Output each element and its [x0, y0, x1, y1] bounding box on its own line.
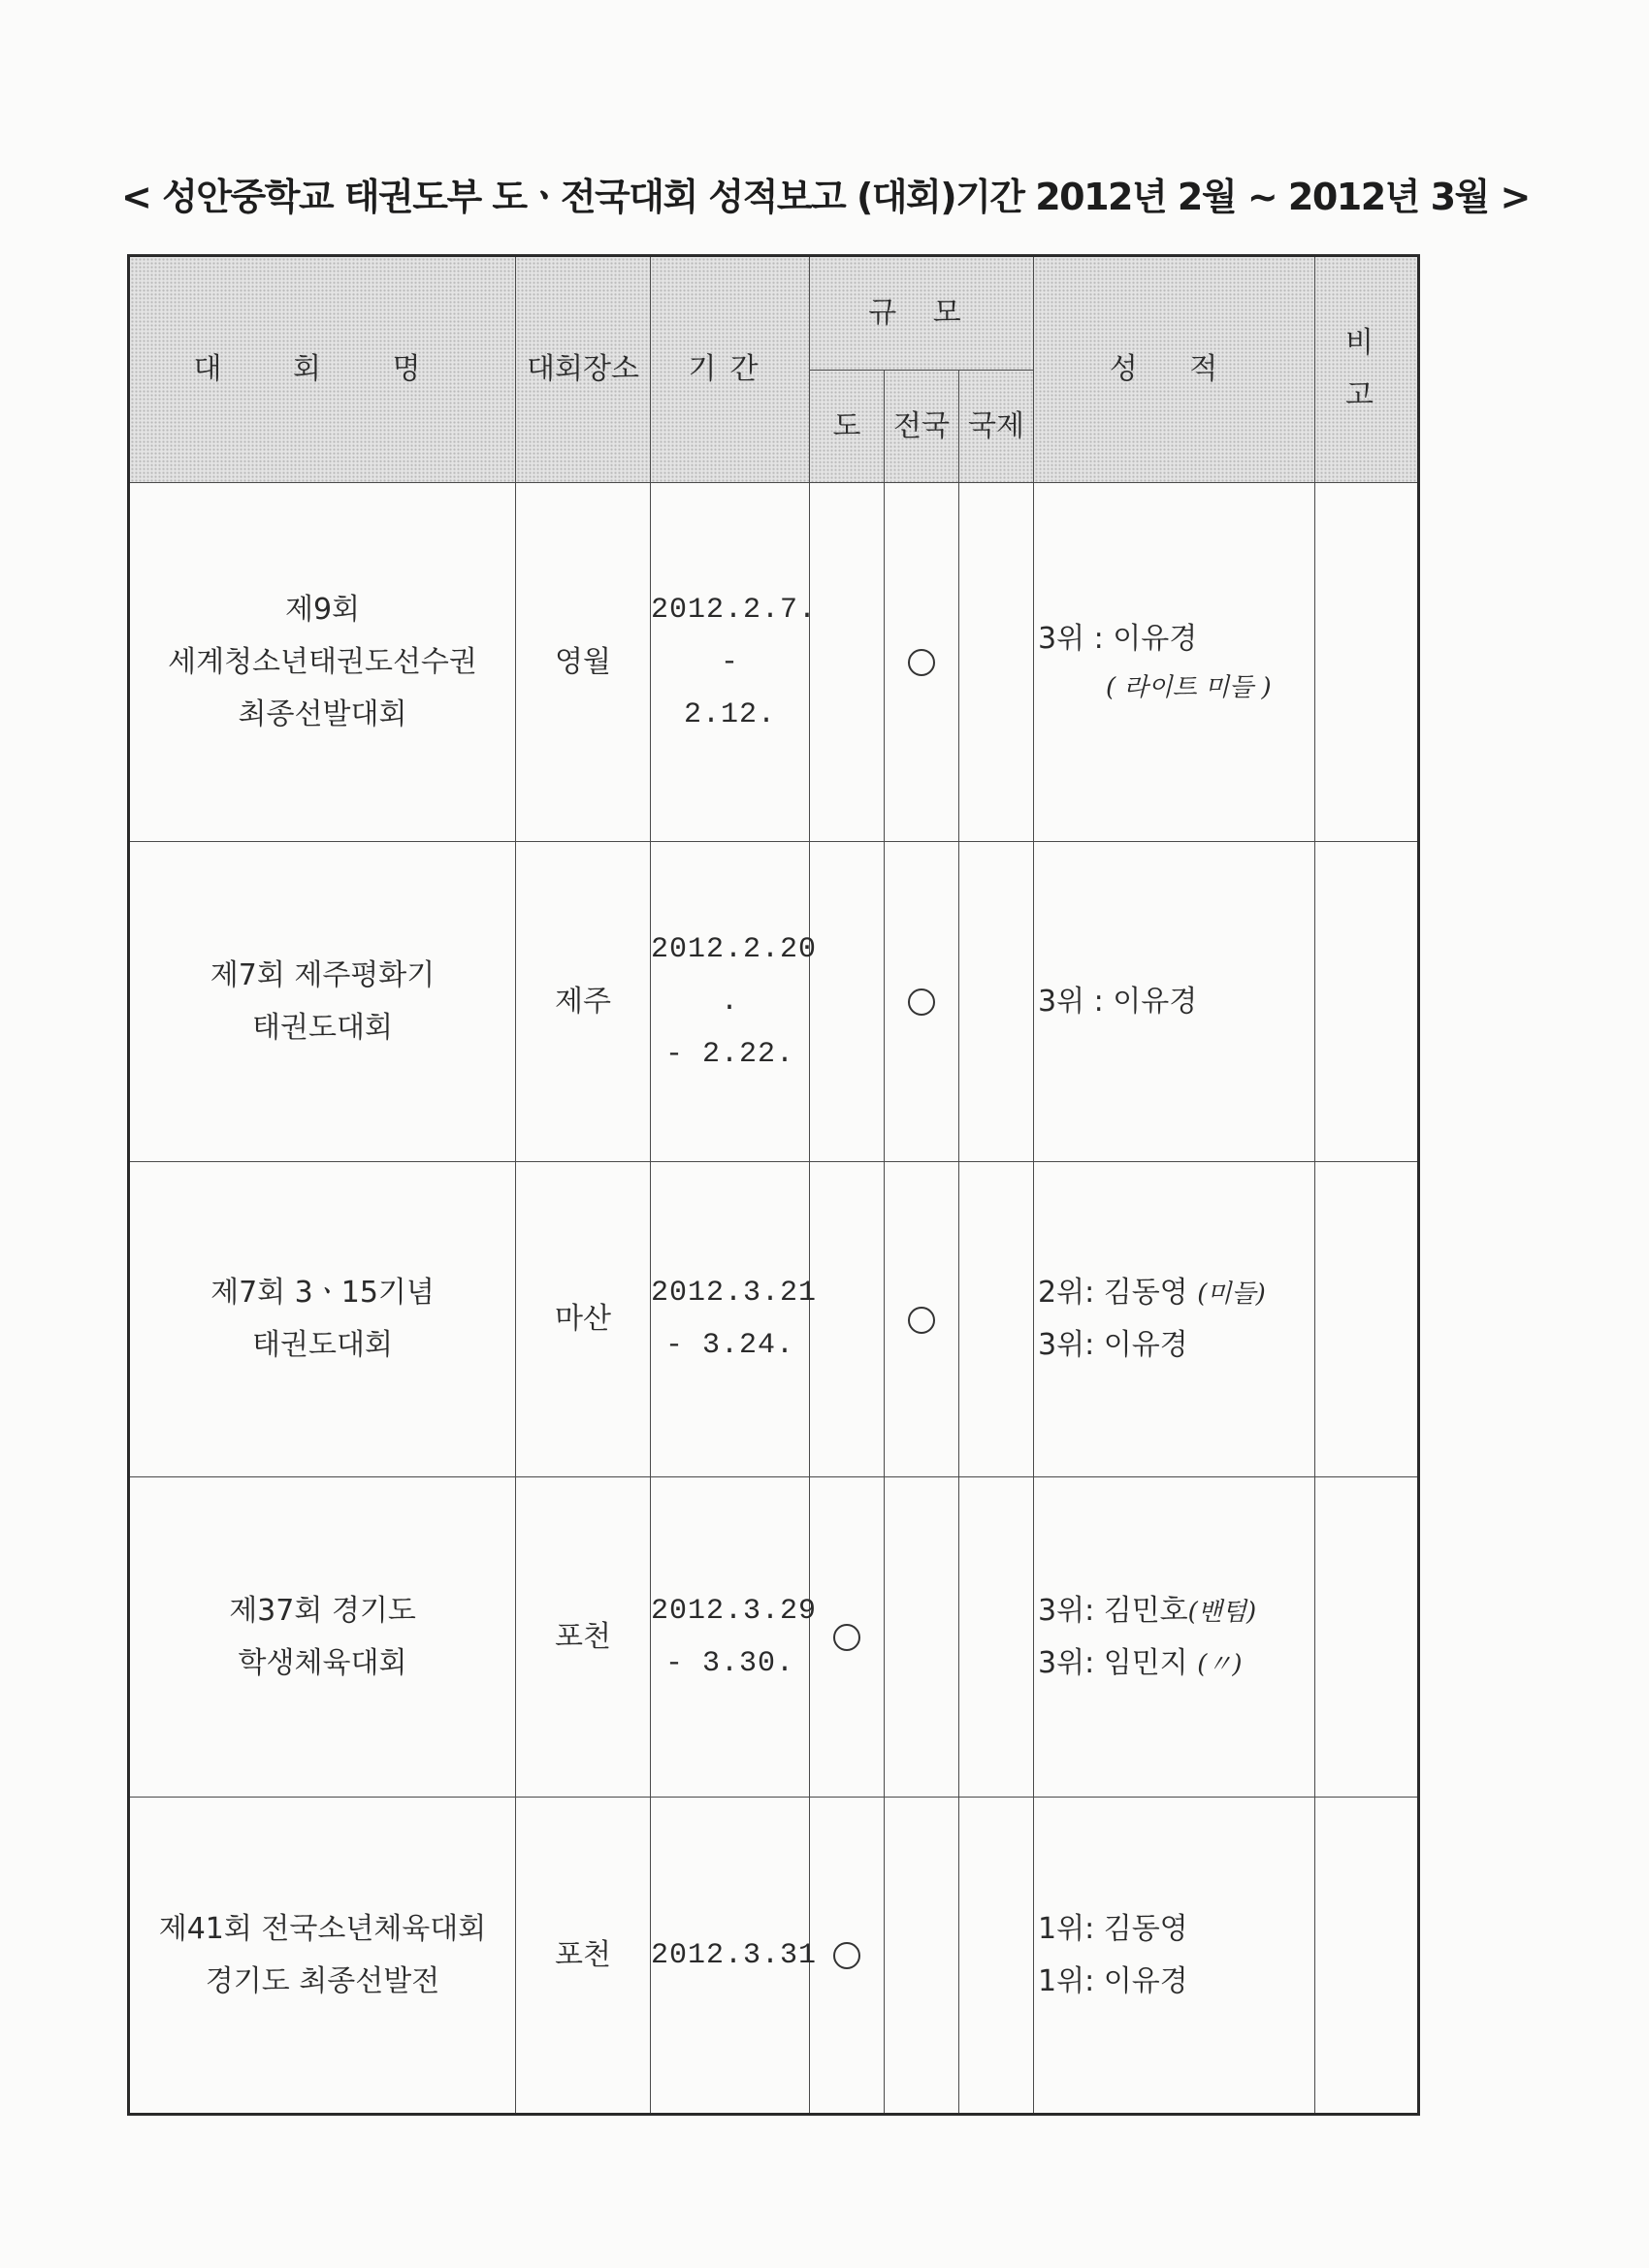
circle-mark	[908, 649, 935, 676]
scale-province-cell	[810, 842, 885, 1162]
scale-province-cell	[810, 1477, 885, 1798]
scale-international-cell	[959, 1162, 1034, 1477]
scale-national-cell	[885, 842, 959, 1162]
competition-name: 제37회 경기도 학생체육대회	[129, 1477, 516, 1798]
header-venue: 대회장소	[516, 256, 651, 483]
circle-mark	[833, 1942, 860, 1969]
results-table	[127, 254, 1420, 2116]
scale-province-cell	[810, 1162, 885, 1477]
circle-mark	[908, 1307, 935, 1334]
scale-international-cell	[959, 1477, 1034, 1798]
result: 3위 : 이유경	[1034, 842, 1315, 1162]
header-period: 기간	[651, 256, 810, 483]
table-row	[129, 1477, 1419, 1798]
header-scale-province: 도	[810, 371, 885, 483]
table-row	[129, 842, 1419, 1162]
note-cell	[1315, 1798, 1419, 2115]
scale-international-cell	[959, 842, 1034, 1162]
scale-national-cell	[885, 1798, 959, 2115]
handwritten-note: (밴텀)	[1187, 1597, 1257, 1627]
result: 2위: 김동영 (미들) 3위: 이유경	[1034, 1162, 1315, 1477]
scale-international-cell	[959, 483, 1034, 842]
table-row	[129, 1162, 1419, 1477]
venue: 제주	[516, 842, 651, 1162]
period: 2012.2.7. - 2.12.	[651, 483, 810, 842]
result: 1위: 김동영 1위: 이유경	[1034, 1798, 1315, 2115]
header-scale-national: 전국	[885, 371, 959, 483]
document-title: < 성안중학교 태권도부 도ㆍ전국대회 성적보고 (대회)기간 2012년 2월 ~ 2012년 3월 >	[121, 176, 1530, 218]
period: 2012.2.20 . - 2.22.	[651, 842, 810, 1162]
handwritten-note: (〃)	[1197, 1649, 1243, 1679]
period: 2012.3.29 - 3.30.	[651, 1477, 810, 1798]
venue: 포천	[516, 1477, 651, 1798]
scale-province-cell	[810, 1798, 885, 2115]
header-scale: 규 모	[810, 256, 1034, 371]
period: 2012.3.31	[651, 1798, 810, 2115]
scale-national-cell	[885, 1477, 959, 1798]
venue: 마산	[516, 1162, 651, 1477]
result: 3위 : 이유경 ( 라이트 미들 )	[1034, 483, 1315, 842]
scale-national-cell	[885, 1162, 959, 1477]
note-cell	[1315, 1477, 1419, 1798]
header-name: 대 회 명	[129, 256, 516, 483]
circle-mark	[833, 1624, 860, 1651]
table-row	[129, 483, 1419, 842]
venue: 포천	[516, 1798, 651, 2115]
period: 2012.3.21 - 3.24.	[651, 1162, 810, 1477]
note-cell	[1315, 483, 1419, 842]
note-cell	[1315, 1162, 1419, 1477]
competition-name: 제41회 전국소년체육대회 경기도 최종선발전	[129, 1798, 516, 2115]
competition-name: 제9회 세계청소년태권도선수권 최종선발대회	[129, 483, 516, 842]
competition-name: 제7회 제주평화기 태권도대회	[129, 842, 516, 1162]
header-note: 비 고	[1315, 256, 1419, 483]
venue: 영월	[516, 483, 651, 842]
header-scale-international: 국제	[959, 371, 1034, 483]
handwritten-note: (미들)	[1197, 1280, 1266, 1309]
header-result: 성 적	[1034, 256, 1315, 483]
result: 3위: 김민호(밴텀) 3위: 임민지 (〃)	[1034, 1477, 1315, 1798]
table-row	[129, 1798, 1419, 2115]
circle-mark	[908, 988, 935, 1016]
handwritten-note: ( 라이트 미들 )	[1106, 673, 1272, 703]
scale-international-cell	[959, 1798, 1034, 2115]
note-cell	[1315, 842, 1419, 1162]
competition-name: 제7회 3ㆍ15기념 태권도대회	[129, 1162, 516, 1477]
scale-province-cell	[810, 483, 885, 842]
scale-national-cell	[885, 483, 959, 842]
